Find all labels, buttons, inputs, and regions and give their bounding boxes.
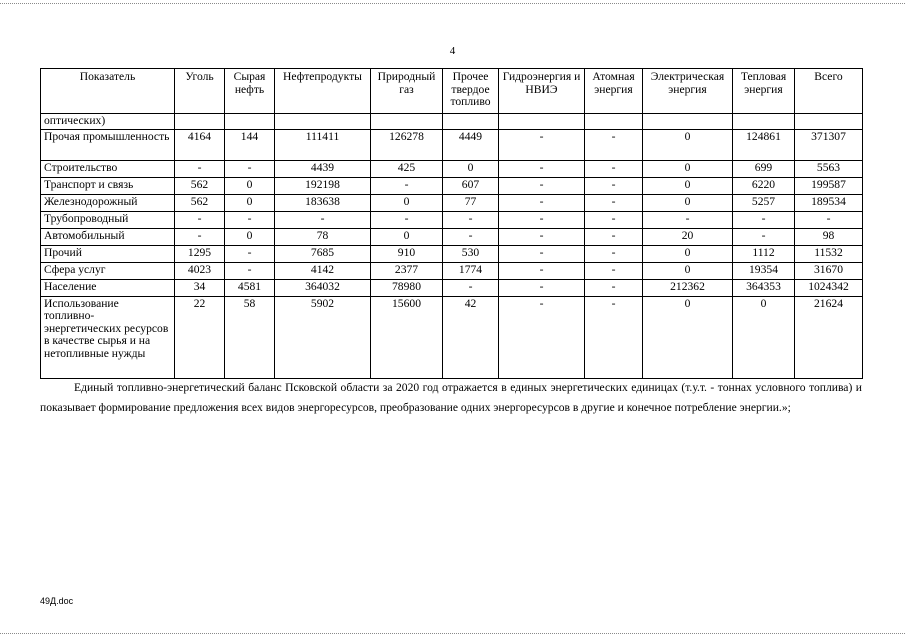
table-cell: 364032 [275, 279, 371, 296]
table-cell: - [733, 228, 795, 245]
table-cell: - [225, 245, 275, 262]
table-cell: - [585, 160, 643, 177]
table-cell: 4164 [175, 129, 225, 160]
table-cell [795, 114, 863, 130]
row-label: Население [41, 279, 175, 296]
table-row [41, 245, 863, 262]
table-cell: 4581 [225, 279, 275, 296]
header-electricity: Электрическая энергия [643, 69, 733, 114]
row-label: Транспорт и связь [41, 177, 175, 194]
table-cell: 0 [371, 194, 443, 211]
table-cell: 4023 [175, 262, 225, 279]
table-cell: - [585, 262, 643, 279]
table-cell: - [443, 211, 499, 228]
table-cell: - [499, 262, 585, 279]
table-cell: 7685 [275, 245, 371, 262]
table-cell: - [585, 194, 643, 211]
row-label: Использование топливно-энергетических ресурсов в качестве сырья и на нетопливные нужды [41, 296, 175, 378]
table-cell: 31670 [795, 262, 863, 279]
header-natural-gas: Природный газ [371, 69, 443, 114]
table-cell: - [585, 228, 643, 245]
table-cell: - [443, 279, 499, 296]
table-cell: 562 [175, 194, 225, 211]
table-cell: - [499, 211, 585, 228]
header-coal: Уголь [175, 69, 225, 114]
table-cell: 1774 [443, 262, 499, 279]
table-row [41, 262, 863, 279]
table-header-row [41, 69, 863, 114]
table-cell: 0 [643, 262, 733, 279]
table-cell: 11532 [795, 245, 863, 262]
table-cell: 212362 [643, 279, 733, 296]
table-cell: 5563 [795, 160, 863, 177]
row-label: Прочий [41, 245, 175, 262]
table-cell: 144 [225, 129, 275, 160]
table-cell: - [585, 245, 643, 262]
table-cell: 0 [643, 129, 733, 160]
table-cell: 21624 [795, 296, 863, 378]
table-cell: - [499, 228, 585, 245]
table-cell: - [499, 296, 585, 378]
table-cell: 42 [443, 296, 499, 378]
table-cell: 364353 [733, 279, 795, 296]
table-row [41, 194, 863, 211]
table-row [41, 129, 863, 160]
table-cell [175, 114, 225, 130]
table-cell: 192198 [275, 177, 371, 194]
table-cell: - [585, 296, 643, 378]
table-cell: 15600 [371, 296, 443, 378]
table-cell: 22 [175, 296, 225, 378]
table-cell: 4449 [443, 129, 499, 160]
table-cell: - [585, 129, 643, 160]
table-cell: 199587 [795, 177, 863, 194]
row-label: Сфера услуг [41, 262, 175, 279]
table-cell: 2377 [371, 262, 443, 279]
table-cell [643, 114, 733, 130]
table-cell: 371307 [795, 129, 863, 160]
table-cell: - [225, 262, 275, 279]
table-cell: 0 [225, 228, 275, 245]
table-cell [371, 114, 443, 130]
header-total: Всего [795, 69, 863, 114]
table-cell: 19354 [733, 262, 795, 279]
table-cell: 58 [225, 296, 275, 378]
table-cell: 6220 [733, 177, 795, 194]
table-cell: - [499, 194, 585, 211]
table-cell: 1295 [175, 245, 225, 262]
row-label: Прочая промышленность [41, 129, 175, 160]
table-cell: 0 [225, 177, 275, 194]
footer-filename: 49Д.doc [40, 596, 74, 606]
table-cell: 4439 [275, 160, 371, 177]
table-cell: 5257 [733, 194, 795, 211]
table-cell: 0 [733, 296, 795, 378]
table-row [41, 211, 863, 228]
table-cell: - [733, 211, 795, 228]
header-oil-products: Нефтепродукты [275, 69, 371, 114]
page-number: 4 [449, 45, 456, 57]
table-cell: 78 [275, 228, 371, 245]
row-label: Строительство [41, 160, 175, 177]
table-cell: - [371, 211, 443, 228]
table-cell [499, 114, 585, 130]
header-heat: Тепловая энергия [733, 69, 795, 114]
table-cell: 78980 [371, 279, 443, 296]
table-cell [585, 114, 643, 130]
table-cell: 607 [443, 177, 499, 194]
table-cell: - [499, 177, 585, 194]
table-cell: 0 [643, 194, 733, 211]
table-cell: - [499, 245, 585, 262]
table-row [41, 177, 863, 194]
table-cell: - [225, 160, 275, 177]
table-cell: 77 [443, 194, 499, 211]
table-cell: - [225, 211, 275, 228]
table-cell: 34 [175, 279, 225, 296]
table-cell: 126278 [371, 129, 443, 160]
header-hydro-renewables: Гидроэнергия и НВИЭ [499, 69, 585, 114]
table-row [41, 114, 863, 130]
table-cell: 910 [371, 245, 443, 262]
row-label: Автомобильный [41, 228, 175, 245]
table-cell: 0 [643, 245, 733, 262]
table-row [41, 160, 863, 177]
table-cell: 1024342 [795, 279, 863, 296]
table-cell: 183638 [275, 194, 371, 211]
bottom-border-line [0, 633, 905, 634]
row-label: Железнодорожный [41, 194, 175, 211]
table-cell: - [643, 211, 733, 228]
table-cell: 0 [371, 228, 443, 245]
table-cell: - [795, 211, 863, 228]
table-cell: - [175, 228, 225, 245]
row-label: Трубопроводный [41, 211, 175, 228]
table-cell: - [499, 129, 585, 160]
table-cell: - [585, 279, 643, 296]
table-cell: 189534 [795, 194, 863, 211]
energy-balance-table [40, 68, 863, 379]
table-row [41, 296, 863, 378]
top-border-line [0, 3, 905, 4]
table-cell: 111411 [275, 129, 371, 160]
table-cell: 5902 [275, 296, 371, 378]
table-cell: - [499, 279, 585, 296]
table-cell: 530 [443, 245, 499, 262]
table-cell: 4142 [275, 262, 371, 279]
table-cell: 1112 [733, 245, 795, 262]
table-cell: 425 [371, 160, 443, 177]
header-indicator: Показатель [41, 69, 175, 114]
table-cell: - [175, 211, 225, 228]
table-cell: 699 [733, 160, 795, 177]
table-cell: 98 [795, 228, 863, 245]
table-cell: 0 [643, 177, 733, 194]
table-cell: - [443, 228, 499, 245]
balance-description-paragraph: Единый топливно-энергетический баланс Псковской области за 2020 год отражается в единых энергетических единицах (т.у.т. - тоннах условного топлива) и показывает формирование предложения всех видов энергоресурсов, преобразование одних энергоресурсов в другие и конечное потребление энергии.»; [40, 381, 862, 414]
table-cell [275, 114, 371, 130]
table-cell: - [275, 211, 371, 228]
table-row [41, 279, 863, 296]
table-cell: 0 [443, 160, 499, 177]
header-nuclear: Атомная энергия [585, 69, 643, 114]
row-label: оптических) [41, 114, 175, 130]
table-cell: 562 [175, 177, 225, 194]
table-cell: - [499, 160, 585, 177]
header-other-solid-fuel: Прочее твердое топливо [443, 69, 499, 114]
table-row [41, 228, 863, 245]
table-cell: 0 [643, 296, 733, 378]
header-crude-oil: Сырая нефть [225, 69, 275, 114]
table-cell: - [585, 177, 643, 194]
table-cell [733, 114, 795, 130]
table-cell [443, 114, 499, 130]
table-cell: - [585, 211, 643, 228]
table-cell: 0 [225, 194, 275, 211]
table-cell: 20 [643, 228, 733, 245]
table-cell: 0 [643, 160, 733, 177]
table-cell: - [175, 160, 225, 177]
table-cell: 124861 [733, 129, 795, 160]
table-cell: - [371, 177, 443, 194]
table-cell [225, 114, 275, 130]
